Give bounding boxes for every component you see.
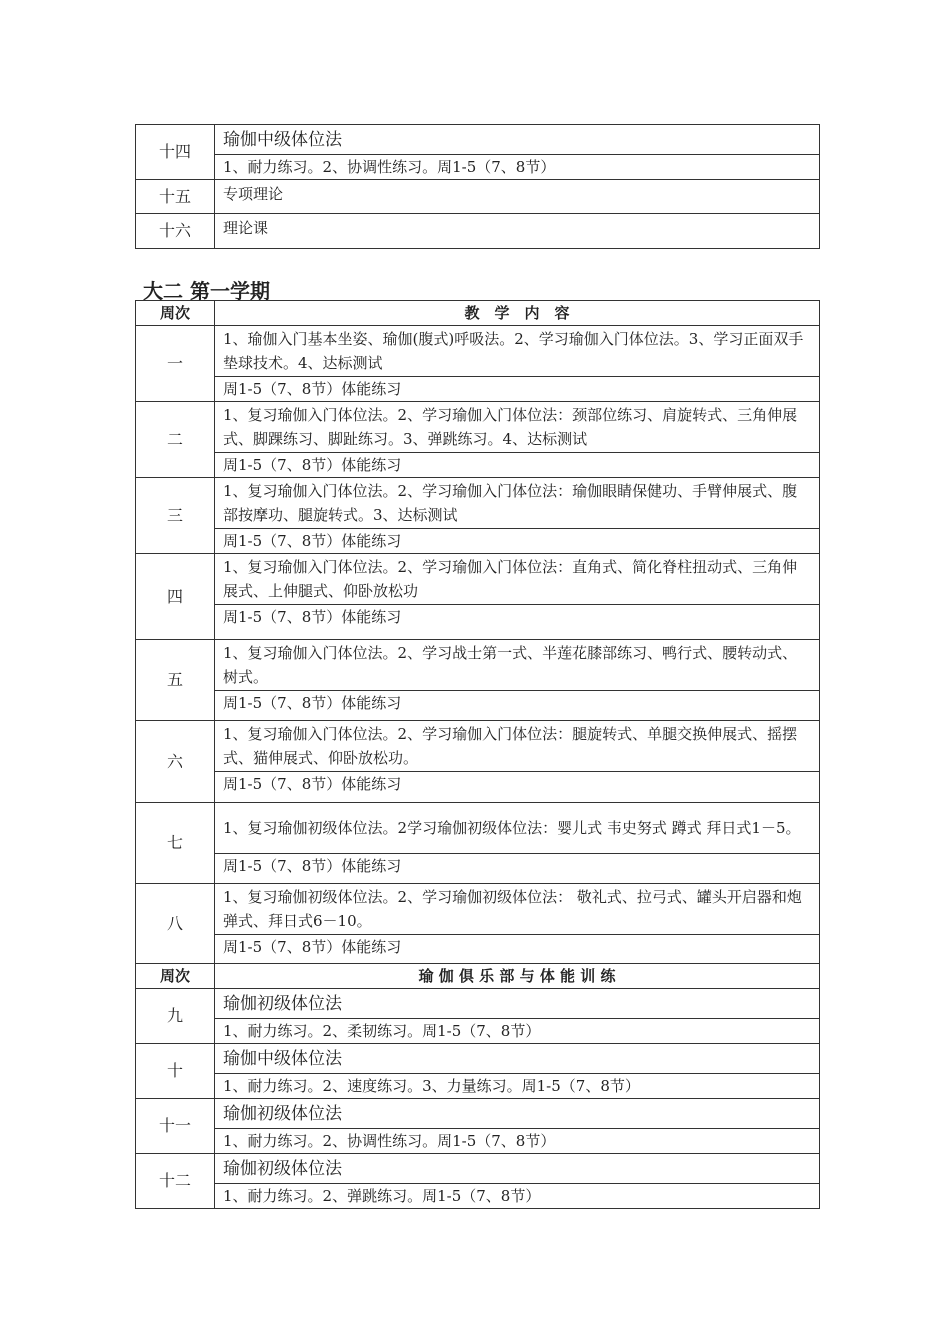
extra-cell: 周1-5（7、8节）体能练习 bbox=[215, 935, 820, 964]
week-cell: 一 bbox=[136, 326, 215, 402]
extra-cell: 周1-5（7、8节）体能练习 bbox=[215, 453, 820, 478]
content-cell: 理论课 bbox=[215, 214, 820, 249]
content-title: 瑜伽初级体位法 bbox=[215, 1154, 820, 1184]
content-title: 瑜伽初级体位法 bbox=[215, 1099, 820, 1129]
content-cell: 1、复习瑜伽入门体位法。2、学习瑜伽入门体位法：瑜伽眼睛保健功、手臂伸展式、腹部按摩功、腿旋转式。3、达标测试 bbox=[215, 478, 820, 529]
week-cell: 四 bbox=[136, 554, 215, 640]
content-cell: 1、复习瑜伽入门体位法。2、学习瑜伽入门体位法：腿旋转式、单腿交换伸展式、摇摆式、猫伸展式、仰卧放松功。 bbox=[215, 721, 820, 772]
content-cell: 专项理论 bbox=[215, 180, 820, 214]
week-cell: 七 bbox=[136, 803, 215, 884]
content-cell: 1、复习瑜伽入门体位法。2、学习瑜伽入门体位法：直角式、简化脊柱扭动式、三角伸展式、上伸腿式、仰卧放松功 bbox=[215, 554, 820, 605]
extra-cell: 周1-5（7、8节）体能练习 bbox=[215, 772, 820, 803]
extra-cell: 周1-5（7、8节）体能练习 bbox=[215, 529, 820, 554]
extra-cell: 周1-5（7、8节）体能练习 bbox=[215, 605, 820, 640]
content-detail: 1、耐力练习。2、协调性练习。周1-5（7、8节） bbox=[215, 1129, 820, 1154]
week-cell: 十六 bbox=[136, 214, 215, 249]
section-title: 大二 第一学期 bbox=[143, 279, 270, 303]
content-cell: 1、复习瑜伽初级体位法。2学习瑜伽初级体位法：婴儿式 韦史努式 蹲式 拜日式1－5。 bbox=[215, 803, 820, 854]
week-cell: 十 bbox=[136, 1044, 215, 1099]
content-cell: 1、复习瑜伽入门体位法。2、学习战士第一式、半莲花膝部练习、鸭行式、腰转动式、树式。 bbox=[215, 640, 820, 691]
content-cell: 1、瑜伽入门基本坐姿、瑜伽(腹式)呼吸法。2、学习瑜伽入门体位法。3、学习正面双手垫球技术。4、达标测试 bbox=[215, 326, 820, 377]
content-title: 瑜伽中级体位法 bbox=[215, 125, 820, 155]
content-detail: 1、耐力练习。2、弹跳练习。周1-5（7、8节） bbox=[215, 1184, 820, 1209]
week-cell: 二 bbox=[136, 402, 215, 478]
week-cell: 六 bbox=[136, 721, 215, 803]
content-cell: 1、复习瑜伽入门体位法。2、学习瑜伽入门体位法：颈部位练习、肩旋转式、三角伸展式、脚踝练习、脚趾练习。3、弹跳练习。4、达标测试 bbox=[215, 402, 820, 453]
week-cell: 五 bbox=[136, 640, 215, 721]
header-content: 瑜 伽 俱 乐 部 与 体 能 训 练 bbox=[215, 964, 820, 989]
main-schedule-table bbox=[135, 300, 820, 1209]
week-cell: 八 bbox=[136, 884, 215, 964]
content-detail: 1、耐力练习。2、柔韧练习。周1-5（7、8节） bbox=[215, 1019, 820, 1044]
content-title: 瑜伽初级体位法 bbox=[215, 989, 820, 1019]
extra-cell: 周1-5（7、8节）体能练习 bbox=[215, 854, 820, 884]
header-week: 周次 bbox=[136, 964, 215, 989]
week-cell: 十四 bbox=[136, 125, 215, 180]
content-title: 瑜伽中级体位法 bbox=[215, 1044, 820, 1074]
week-cell: 三 bbox=[136, 478, 215, 554]
content-detail: 1、耐力练习。2、速度练习。3、力量练习。周1-5（7、8节） bbox=[215, 1074, 820, 1099]
week-cell: 十五 bbox=[136, 180, 215, 214]
top-schedule-table bbox=[135, 124, 820, 249]
content-detail: 1、耐力练习。2、协调性练习。周1-5（7、8节） bbox=[215, 155, 820, 180]
content-cell: 1、复习瑜伽初级体位法。2、学习瑜伽初级体位法： 敬礼式、拉弓式、罐头开启器和炮弹式、拜日式6－10。 bbox=[215, 884, 820, 935]
extra-cell: 周1-5（7、8节）体能练习 bbox=[215, 691, 820, 721]
header-week: 周次 bbox=[136, 301, 215, 326]
week-cell: 十二 bbox=[136, 1154, 215, 1209]
week-cell: 九 bbox=[136, 989, 215, 1044]
extra-cell: 周1-5（7、8节）体能练习 bbox=[215, 377, 820, 402]
week-cell: 十一 bbox=[136, 1099, 215, 1154]
header-content: 教 学 内 容 bbox=[215, 301, 820, 326]
